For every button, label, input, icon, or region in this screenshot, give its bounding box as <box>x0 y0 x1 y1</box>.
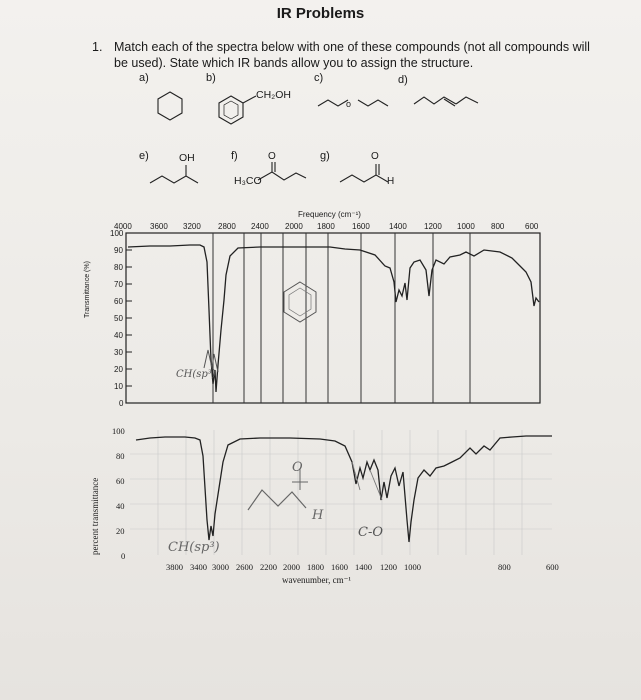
spectrum2-x-tick: 2200 <box>260 562 277 572</box>
question-text: Match each of the spectra below with one of these compounds (not all compounds will be used). State which IR bands allow you to assign the structure. <box>114 40 590 70</box>
compound-label-a: a) <box>139 72 149 84</box>
spectrum1-x-tick: 800 <box>491 222 505 231</box>
svg-text:o: o <box>346 99 352 109</box>
spectrum1-y-tick: 70 <box>114 280 123 289</box>
spectrum2-handwritten-co: C-O <box>358 525 383 540</box>
spectrum1-y-tick: 80 <box>114 263 123 272</box>
compound-g-carbonyl-o: O <box>371 151 379 162</box>
spectrum2-handwritten-h: H <box>312 508 324 523</box>
compound-e-oh: OH <box>179 152 195 164</box>
compound-label-c: c) <box>314 72 324 84</box>
handwritten-marks <box>248 490 306 510</box>
compound-label-g: g) <box>320 150 330 162</box>
compound-label-f: f) <box>231 150 238 162</box>
spectrum2-y-axis-label: percent transmittance <box>90 477 100 555</box>
compound-label-d: d) <box>398 74 408 86</box>
spectrum1-y-tick: 50 <box>114 314 123 323</box>
spectrum2-handwritten-ch: CH(sp³) <box>168 540 220 555</box>
spectrum1-y-tick: 0 <box>119 399 124 408</box>
spectrum2-x-tick: 2000 <box>283 562 300 572</box>
spectrum2-y-tick: 100 <box>112 426 125 436</box>
spectrum1-y-tick: 10 <box>114 382 123 391</box>
question-number: 1. <box>92 40 103 54</box>
spectrum1-x-tick: 2800 <box>218 222 236 231</box>
compound-label-b: b) <box>206 72 216 84</box>
spectrum1-y-axis-label: Transmittance (%) <box>84 261 91 318</box>
spectrum2-x-tick: 3800 <box>166 562 183 572</box>
spectrum2-x-axis-label: wavenumber, cm⁻¹ <box>282 575 352 585</box>
compound-b-ch2oh: CH₂OH <box>256 89 291 101</box>
spectrum1-y-tick: 40 <box>114 331 123 340</box>
spectrum1-y-tick: 20 <box>114 365 123 374</box>
spectrum2-trace <box>136 436 552 542</box>
spectrum2-y-tick: 80 <box>116 451 125 461</box>
spectrum2-x-tick: 1400 <box>355 562 372 572</box>
spectrum1-frequency-header: Frequency (cm⁻¹) <box>298 210 361 219</box>
spectrum2-y-tick: 20 <box>116 526 125 536</box>
spectrum2-y-tick: 40 <box>116 501 125 511</box>
spectrum1-x-tick: 3600 <box>150 222 168 231</box>
compound-g-aldehyde-h: H <box>387 176 395 187</box>
spectrum2-x-tick: 1600 <box>331 562 348 572</box>
spectrum1-y-tick: 100 <box>110 229 124 238</box>
spectrum2-y-tick: 0 <box>121 551 126 561</box>
spectrum2-x-tick: 1800 <box>307 562 324 572</box>
spectrum1-x-tick: 1000 <box>457 222 475 231</box>
spectrum2-x-tick: 1200 <box>380 562 397 572</box>
spectrum1-y-tick: 30 <box>114 348 123 357</box>
spectrum1-x-tick: 1600 <box>352 222 370 231</box>
page-title: IR Problems <box>276 5 365 22</box>
spectrum2-x-tick: 600 <box>546 562 559 572</box>
spectrum2-y-tick: 60 <box>116 476 125 486</box>
spectrum1-x-tick: 1800 <box>317 222 335 231</box>
spectrum2-x-tick: 3400 <box>190 562 207 572</box>
spectrum1-x-tick: 3200 <box>183 222 201 231</box>
spectrum2-x-tick: 800 <box>498 562 511 572</box>
spectrum2-handwritten-o: O <box>292 460 303 475</box>
spectrum1-x-tick: 600 <box>525 222 539 231</box>
spectrum1-x-tick: 1200 <box>424 222 442 231</box>
spectrum2-x-tick: 1000 <box>404 562 421 572</box>
spectrum2-x-tick: 2600 <box>236 562 253 572</box>
spectrum1-x-tick: 2000 <box>285 222 303 231</box>
spectrum1-x-tick: 2400 <box>251 222 269 231</box>
spectrum1-y-tick: 60 <box>114 297 123 306</box>
spectrum1-x-tick: 4000 <box>114 222 132 231</box>
spectrum1-handwritten-note: CH(sp³) <box>176 369 216 380</box>
spectrum1-x-tick: 1400 <box>389 222 407 231</box>
compound-f-h3co: H₃CO <box>234 175 262 187</box>
compound-f-carbonyl-o: O <box>268 151 276 162</box>
spectrum1-y-tick: 90 <box>114 246 123 255</box>
spectrum2-x-tick: 3000 <box>212 562 229 572</box>
compound-label-e: e) <box>139 150 149 162</box>
